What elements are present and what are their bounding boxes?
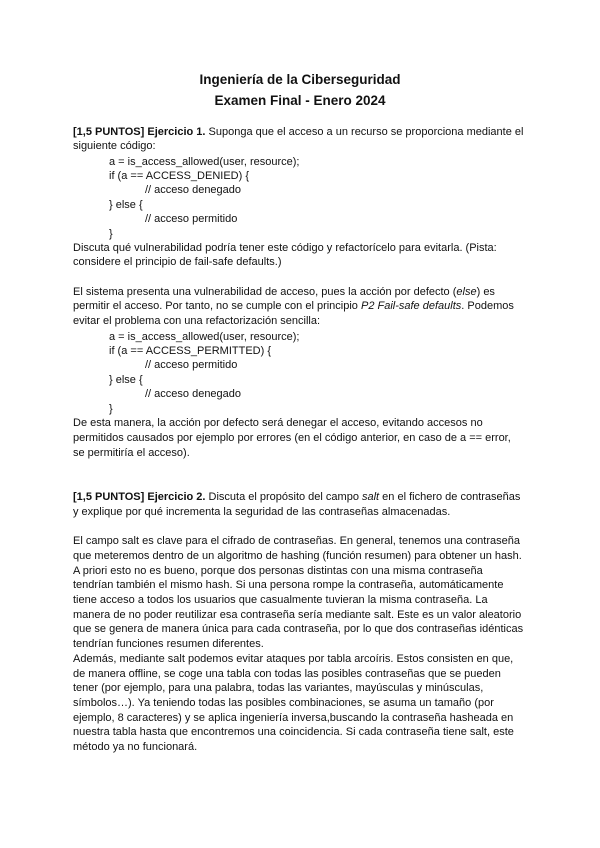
code-line: // acceso denegado: [145, 388, 242, 400]
ex2-answer-line: nuestra tabla hasta que encontremos una coincidencia. Si cada contraseña tiene salt, este: [73, 726, 514, 738]
ex2-answer-line: A priori esto no es bueno, porque dos personas distintas con una misma contraseña: [73, 565, 483, 577]
ex2-label: Ejercicio 2.: [147, 491, 206, 503]
code-line: // acceso permitido: [145, 213, 238, 225]
code-line: // acceso denegado: [145, 184, 242, 196]
ex2-points: [1,5 PUNTOS]: [73, 491, 145, 503]
ex1-question-text: Suponga que el acceso a un recurso se proporciona mediante el: [205, 126, 524, 138]
ex1-answer-line-3: evitar el problema con una refactorización sencilla:: [73, 315, 321, 327]
ex2-answer-line: que se genera de manera única para cada contraseña, por lo que dos contraseñas idénticas: [73, 623, 524, 635]
ex2-answer-line: El campo salt es clave para el cifrado de contraseñas. En general, tenemos una contraseña: [73, 535, 520, 547]
ex1-answer-line-6: se permitiría el acceso).: [73, 447, 190, 459]
ex2-answer-line: Además, mediante salt podemos evitar ataques por tabla arcoíris. Estos consisten en que,: [73, 653, 514, 665]
ex1-answer-line-2: permitir el acceso. Por tanto, no se cumple con el principio P2 Fail-safe defaults. Podemos: [73, 300, 514, 312]
ex2-answer-line: ejemplo, 8 caracteres) y se aplica ingeniería inversa,buscando la contraseña hasheada en: [73, 712, 514, 724]
ex2-answer-line: símbolos…). Ya teniendo todas las posibles combinaciones, se asuma un tamaño (por: [73, 697, 494, 709]
code-line: }: [109, 228, 113, 240]
ex1-answer-line-4: De esta manera, la acción por defecto será denegar el acceso, evitando accesos no: [73, 417, 483, 429]
ex2-answer-line: método ya no funcionará.: [73, 741, 198, 753]
document-subtitle: Examen Final - Enero 2024: [214, 93, 386, 108]
ex1-answer-line-1: El sistema presenta una vulnerabilidad de acceso, pues la acción por defecto (else) es: [73, 286, 495, 298]
ex2-question-line-1: [1,5 PUNTOS] Ejercicio 2. Discuta el propósito del campo salt en el fichero de contraseñas: [73, 491, 521, 503]
code-line: }: [109, 403, 113, 415]
ex2-question-line-2: y explique por qué incrementa la seguridad de las contraseñas almacenadas.: [73, 506, 451, 518]
ex1-points: [1,5 PUNTOS]: [73, 126, 145, 138]
document-title: Ingeniería de la Ciberseguridad: [199, 72, 401, 87]
ex1-label: Ejercicio 1.: [147, 126, 206, 138]
ex1-question-line-3: Discuta qué vulnerabilidad podría tener este código y refactorícelo para evitarla. (Pista:: [73, 242, 497, 254]
code-line: a = is_access_allowed(user, resource);: [109, 331, 300, 343]
code-line: a = is_access_allowed(user, resource);: [109, 156, 300, 168]
ex1-question-line-4: considere el principio de fail-safe defaults.): [73, 256, 282, 268]
code-line: } else {: [109, 374, 143, 386]
ex2-answer-line: manera de no poder reutilizar esa contraseña sería mediante salt. Este es un valor aleatorio: [73, 609, 522, 621]
ex2-answer-line: que meteremos dentro de un algoritmo de hashing (función resumen) para obtener un hash.: [73, 550, 522, 562]
code-line: } else {: [109, 199, 143, 211]
code-line: if (a == ACCESS_DENIED) {: [109, 170, 249, 182]
ex2-answer-line: tendrían funciones resumen diferentes.: [73, 638, 264, 650]
ex2-answer-line: de manera offline, se coge una tabla con todas las posibles contraseñas que se pueden: [73, 668, 501, 680]
ex1-answer-line-5: permitidos causados por ejemplo por errores (en el código anterior, en caso de a == error,: [73, 432, 511, 444]
code-line: if (a == ACCESS_PERMITTED) {: [109, 345, 271, 357]
ex2-answer-line: tiene acceso a todos los usuarios que casualmente tuvieran la misma contraseña. La: [73, 594, 488, 606]
ex2-answer-line: tener (por ejemplo, para una palabra, todas las variantes, mayúsculas y minúsculas,: [73, 682, 484, 694]
ex1-question-line-1: [73, 125, 523, 139]
code-line: // acceso permitido: [145, 359, 238, 371]
ex2-answer-line: tendrían también el mismo hash. Si una persona rompe la contraseña, automáticamente: [73, 579, 504, 591]
ex1-question-line-2: siguiente código:: [73, 140, 156, 152]
